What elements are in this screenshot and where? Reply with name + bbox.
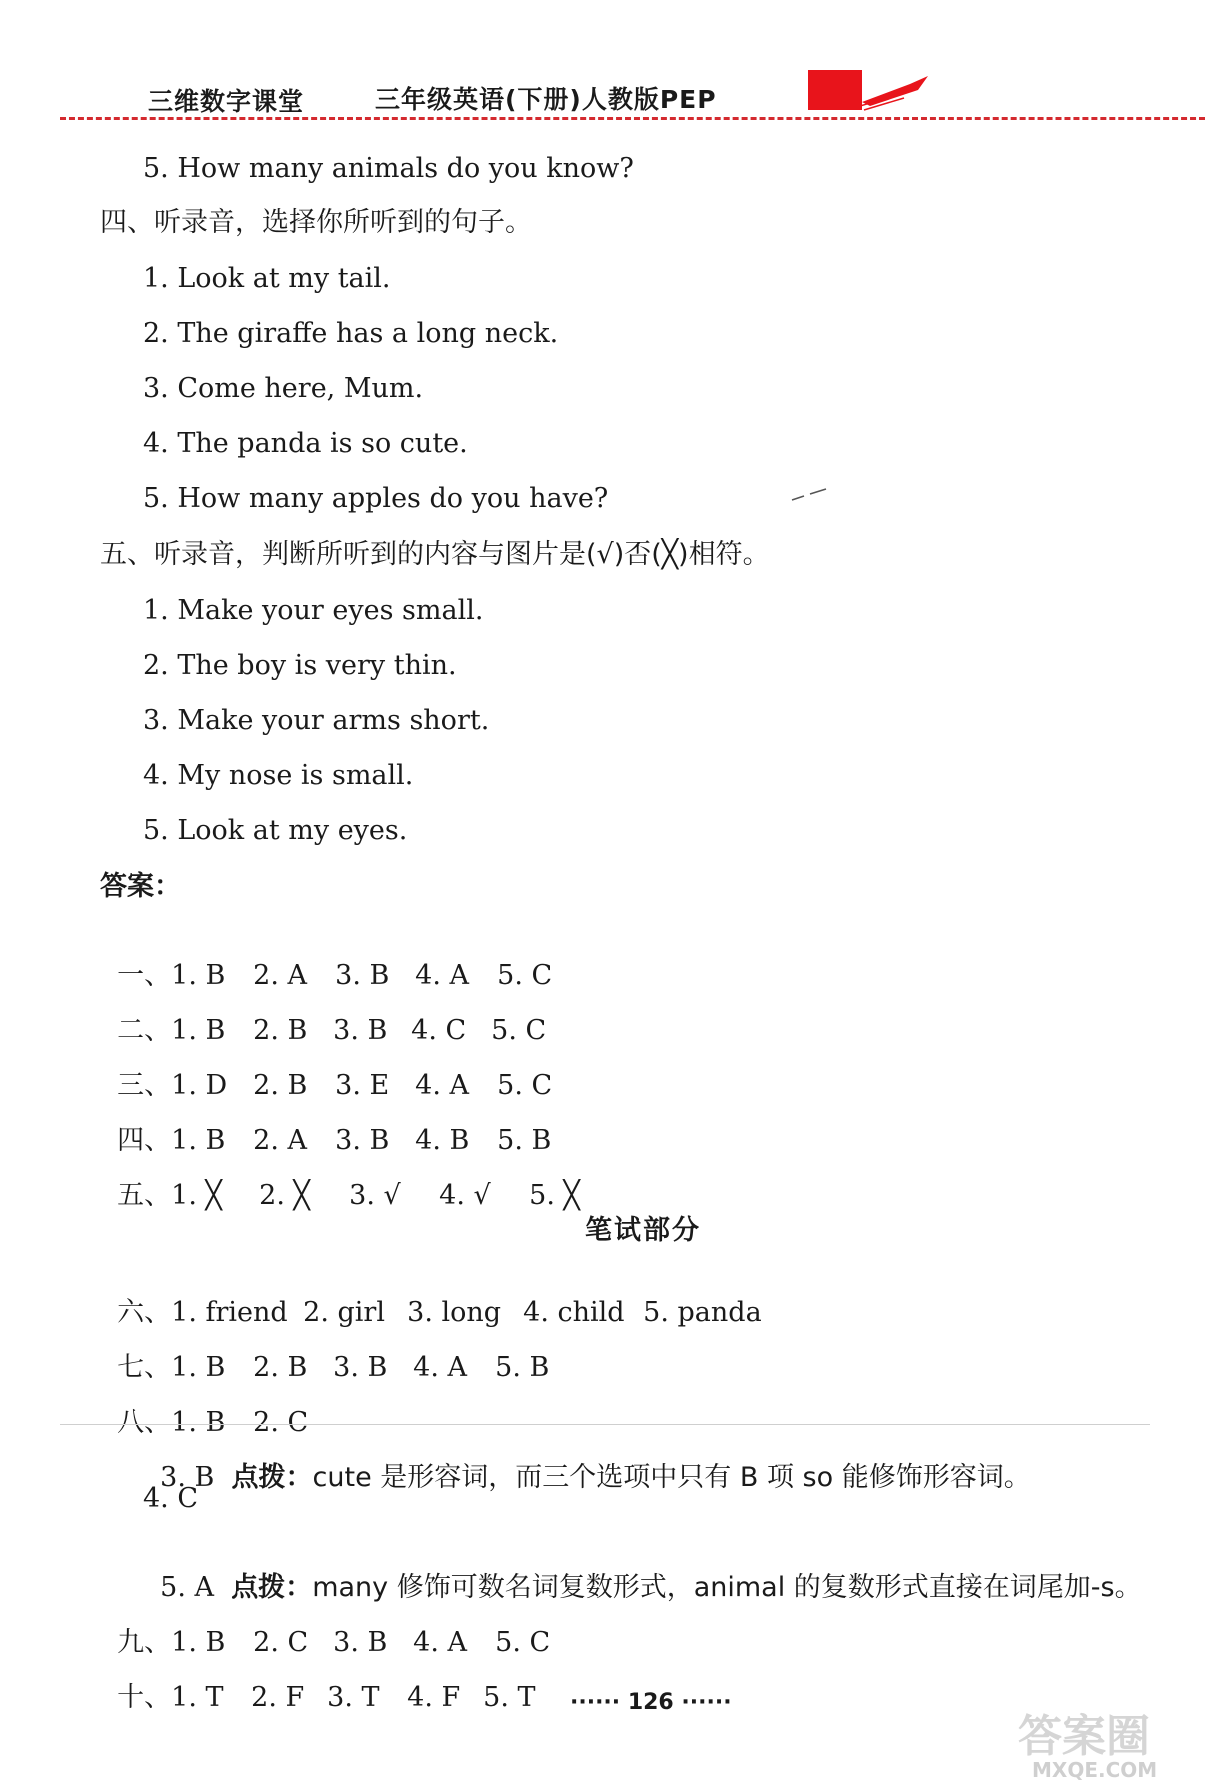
answer-item: 4. A xyxy=(415,1070,470,1101)
answer-item: 3. long xyxy=(407,1297,502,1328)
answer-item: 2. A xyxy=(253,1125,308,1156)
row-prefix: 七、 xyxy=(117,1352,172,1383)
answer-item: 2. B xyxy=(253,1352,308,1383)
hint-text: many 修饰可数名词复数形式，animal 的复数形式直接在词尾加-s。 xyxy=(312,1572,1142,1603)
answer-item: 4. child xyxy=(523,1297,625,1328)
section-4-item: 4. The panda is so cute. xyxy=(143,428,468,459)
question-5: 5. How many animals do you know? xyxy=(143,153,634,184)
row-prefix: 九、 xyxy=(117,1627,172,1658)
page-dots-right: ······ xyxy=(673,1690,732,1715)
answer-item: 3. √ xyxy=(349,1180,401,1211)
section-4-item: 1. Look at my tail. xyxy=(143,263,391,294)
answer-item: 1. B xyxy=(171,1015,226,1046)
section-5-title: 五、听录音，判断所听到的内容与图片是(√)否(╳)相符。 xyxy=(100,539,770,570)
answer-item: 2. B xyxy=(253,1070,308,1101)
answer-8-4: 4. C xyxy=(143,1483,199,1514)
watermark-text: 答案圈 xyxy=(1018,1711,1150,1762)
header-divider xyxy=(60,117,1205,120)
answer-item: 5. C xyxy=(491,1015,547,1046)
answer-item: 2. girl xyxy=(303,1297,385,1328)
scan-fold-line xyxy=(60,1424,1150,1425)
section-5-item: 3. Make your arms short. xyxy=(143,705,490,736)
page-number xyxy=(570,1690,732,1715)
answer-item: 5. ╳ xyxy=(529,1180,580,1211)
answer-item: 5. B xyxy=(495,1352,550,1383)
answer-item: 5. B xyxy=(497,1125,552,1156)
answer-item: 1. friend xyxy=(171,1297,288,1328)
answers-title: 答案： xyxy=(100,871,181,902)
answer-item: 3. B xyxy=(333,1627,388,1658)
answer-item: 1. B xyxy=(171,1125,226,1156)
section-4-item: 3. Come here, Mum. xyxy=(143,373,424,404)
row-prefix: 五、 xyxy=(117,1180,172,1211)
watermark-url: MXQE.COM xyxy=(1032,1758,1158,1782)
book-title: 三年级英语(下册)人教版PEP xyxy=(375,85,717,114)
answer-item: 4. C xyxy=(411,1015,467,1046)
answer-item: 3. E xyxy=(335,1070,390,1101)
row-prefix: 三、 xyxy=(117,1070,172,1101)
answer-item: 1. T xyxy=(171,1682,224,1713)
answer-number: 5. A xyxy=(160,1572,215,1603)
answer-number: 3. B xyxy=(160,1462,215,1493)
row-prefix: 六、 xyxy=(117,1297,172,1328)
answer-item: 4. √ xyxy=(439,1180,491,1211)
answer-item: 2. C xyxy=(253,1627,309,1658)
section-5-item: 2. The boy is very thin. xyxy=(143,650,457,681)
hint-label: 点拨： xyxy=(231,1572,313,1603)
row-prefix: 二、 xyxy=(117,1015,172,1046)
row-prefix: 十、 xyxy=(117,1682,172,1713)
answer-item: 4. A xyxy=(415,960,470,991)
answer-item: 4. A xyxy=(413,1627,468,1658)
row-prefix: 八、 xyxy=(117,1407,172,1438)
section-5-item: 1. Make your eyes small. xyxy=(143,595,484,626)
answer-item: 3. B xyxy=(335,960,390,991)
answer-row-10 xyxy=(100,1647,536,1715)
answer-item: 2. F xyxy=(251,1682,305,1713)
section-4-item: 5. How many apples do you have? xyxy=(143,483,609,514)
answer-item: 4. F xyxy=(407,1682,461,1713)
answer-item: 2. ╳ xyxy=(259,1180,310,1211)
answer-item: 3. T xyxy=(327,1682,380,1713)
row-prefix: 四、 xyxy=(117,1125,172,1156)
answer-item: 5. T xyxy=(483,1682,536,1713)
answer-item: 4. B xyxy=(415,1125,470,1156)
page-dots-left: ······ xyxy=(570,1690,628,1715)
answer-item: 2. A xyxy=(253,960,308,991)
rocket-icon xyxy=(860,72,930,112)
answer-item: 5. C xyxy=(497,960,553,991)
answer-item: 2. B xyxy=(253,1015,308,1046)
answer-item: 4. A xyxy=(413,1352,468,1383)
answer-item: 1. B xyxy=(171,960,226,991)
answer-item: 5. panda xyxy=(643,1297,762,1328)
red-banner xyxy=(808,70,862,110)
series-title: 三维数字课堂 xyxy=(148,87,305,116)
row-prefix: 一、 xyxy=(117,960,172,991)
answer-item: 1. B xyxy=(171,1627,226,1658)
pen-stroke-mark xyxy=(790,488,830,502)
page-number-value: 126 xyxy=(627,1690,674,1715)
page-header xyxy=(60,70,1200,130)
answer-item: 3. B xyxy=(335,1125,390,1156)
hint-label: 点拨： xyxy=(231,1462,313,1493)
watermark-logo xyxy=(1012,1700,1202,1786)
section-4-title: 四、听录音，选择你所听到的句子。 xyxy=(100,207,532,238)
section-5-item: 4. My nose is small. xyxy=(143,760,414,791)
answer-item: 2. C xyxy=(253,1407,309,1438)
section-5-item: 5. Look at my eyes. xyxy=(143,815,408,846)
answer-item: 1. B xyxy=(171,1407,226,1438)
answer-item: 3. B xyxy=(333,1352,388,1383)
answer-item: 1. ╳ xyxy=(171,1180,222,1211)
answer-item: 5. C xyxy=(495,1627,551,1658)
explanation-8-3 xyxy=(143,1427,1031,1495)
answer-item: 1. D xyxy=(171,1070,228,1101)
answer-item: 5. C xyxy=(497,1070,553,1101)
hint-text: cute 是形容词，而三个选项中只有 B 项 so 能修饰形容词。 xyxy=(312,1462,1031,1493)
section-4-item: 2. The giraffe has a long neck. xyxy=(143,318,559,349)
answer-item: 3. B xyxy=(333,1015,388,1046)
written-section-title: 笔试部分 xyxy=(585,1215,701,1246)
answer-row-5 xyxy=(100,1145,580,1213)
answer-item: 1. B xyxy=(171,1352,226,1383)
